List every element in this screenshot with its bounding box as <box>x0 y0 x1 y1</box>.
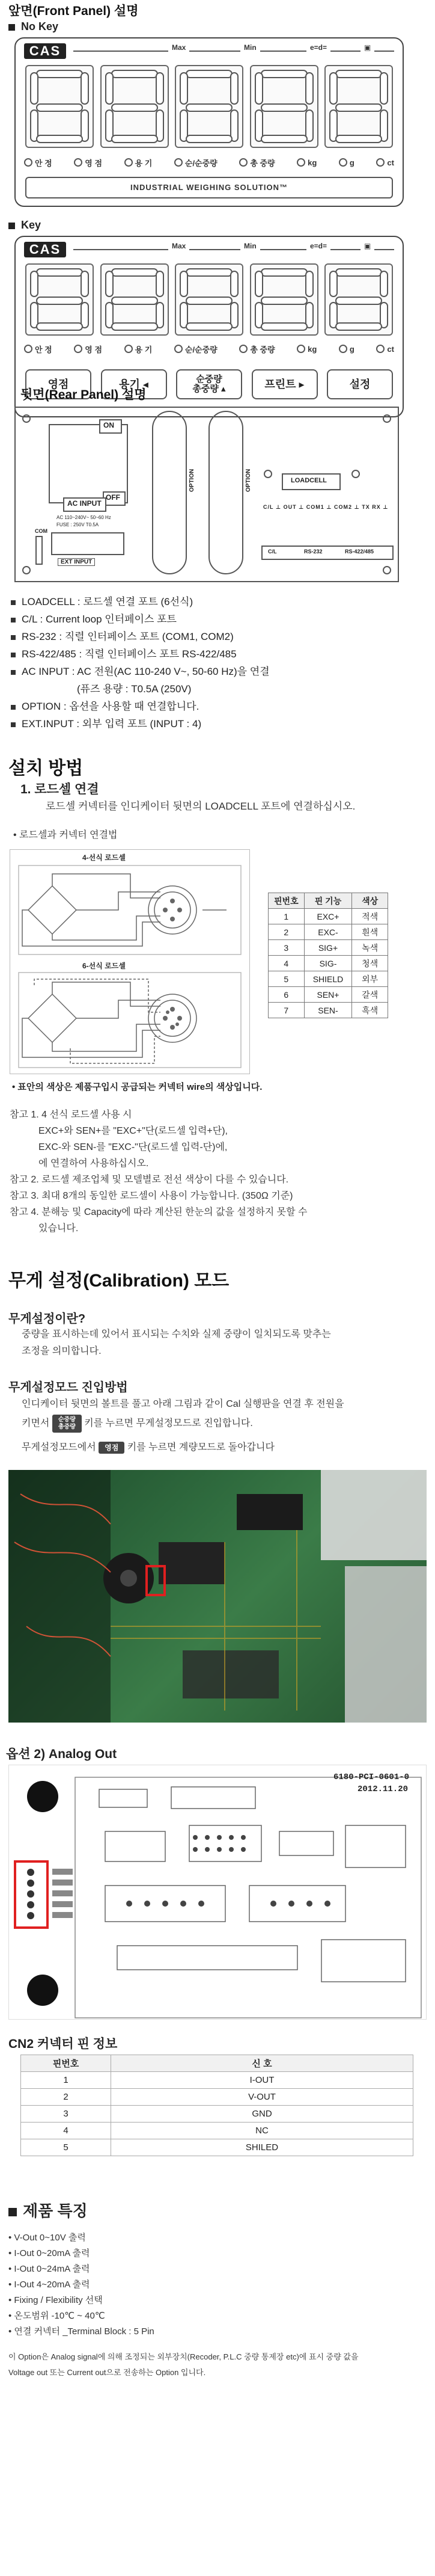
annunciator-min: Min <box>240 242 260 250</box>
set-key[interactable]: 설정 <box>327 369 393 399</box>
table-row <box>269 893 388 909</box>
features-para-1: 이 Option은 Analog signal에 의해 조정되는 외부장치(Recoder, P.L.C 중량 통제장 etc)에 표시 중량 값을 <box>8 2352 359 2361</box>
battery-icon: ▣ <box>360 43 374 52</box>
table-row: 6 SEN+ 갈색 <box>269 987 388 1003</box>
ref-line: 참고 2. 로드셀 제조업체 및 모델별로 전선 색상이 다를 수 있습니다. <box>10 1175 289 1185</box>
table-row: 3 SIG+ 녹색 <box>269 940 388 956</box>
option-label-2: OPTION <box>245 469 252 492</box>
list-item: • I-Out 4~20mA 출력 <box>8 2279 90 2290</box>
table-header: 핀번호 <box>21 2055 111 2072</box>
wiring-drawing <box>10 850 249 1074</box>
status-lamps <box>24 154 394 171</box>
table-row: 3 GND <box>21 2106 413 2123</box>
lamp-g: g <box>339 340 354 357</box>
front-panel-title-text: 앞면(Front Panel) 설명 <box>8 4 139 18</box>
lamp-stable: 안 정 <box>24 154 52 171</box>
ac-input-detail-2: FUSE : 250V T0.5A <box>56 522 99 527</box>
list-item: RS-232 : 직렬 인터페이스 포트 (COM1, COM2) <box>11 628 425 645</box>
list-item: C/L : Current loop 인터페이스 포트 <box>11 610 425 628</box>
tare-key[interactable]: 용기 ◂ <box>101 369 167 399</box>
terminal-labels: C/L ⊥ OUT ⊥ COM1 ⊥ COM2 ⊥ TX RX ⊥ <box>263 504 389 510</box>
digit-3 <box>175 65 243 148</box>
battery-icon: ▣ <box>360 242 374 250</box>
list-item: AC INPUT : AC 전원(AC 110-240 V~, 50-60 Hz)을 연결 <box>11 663 425 680</box>
lamp-tare: 용 기 <box>124 154 153 171</box>
pcb-photo-drawing <box>8 1470 427 1723</box>
pcb-photo <box>8 1470 427 1723</box>
net-gross-key[interactable]: 순중량 총중량 ▴ <box>176 369 242 399</box>
digit-display <box>25 263 393 336</box>
digit-5 <box>324 65 393 148</box>
table-row: 4 NC <box>21 2123 413 2139</box>
square-bullet-icon <box>11 705 16 710</box>
pin-table <box>268 893 388 1018</box>
digit-2 <box>100 65 169 148</box>
ac-input-label: AC INPUT <box>67 499 102 508</box>
ref-line: 에 연결하여 사용하십시오. <box>38 1158 149 1169</box>
annunciator-min: Min <box>240 43 260 52</box>
list-item: • I-Out 0~20mA 출력 <box>8 2248 90 2258</box>
ref-line: 참고 1. 4 선식 로드셀 사용 시 <box>10 1110 132 1120</box>
lamp-kg: kg <box>297 340 317 357</box>
wiring-label: • 로드셀과 커넥터 연결법 <box>13 830 118 840</box>
com-label: COM <box>35 528 47 534</box>
board-text-2: 2012.11.20 <box>357 1784 409 1794</box>
cn2-title: CN2 커넥터 핀 정보 <box>8 2037 118 2051</box>
digit-display <box>25 65 393 148</box>
cas-logo: CAS <box>24 242 66 257</box>
table-header: 핀번호 <box>269 893 305 909</box>
list-item: • 온도범위 -10℃ ~ 40℃ <box>8 2311 105 2321</box>
rear-panel <box>14 407 399 582</box>
calibration-what-text-1: 중량을 표시하는데 있어서 표시되는 수치와 실제 중량이 일치되도록 맞추는 <box>22 1329 331 1339</box>
rear-panel-drawing <box>16 408 398 581</box>
table-row: 2 EXC- 흰색 <box>269 924 388 940</box>
pin-table-wrap <box>268 893 388 1018</box>
calibration-title: 무게 설정(Calibration) 모드 <box>8 1271 230 1291</box>
digit-4 <box>250 263 318 336</box>
annunciator-max: Max <box>168 242 189 250</box>
annunciator-e: e=d= <box>306 43 330 52</box>
zero-key[interactable]: 영점 <box>25 369 91 399</box>
lamp-ct: ct <box>376 154 394 171</box>
lamp-net: 순/순중량 <box>174 340 218 357</box>
bottom-label-cl: C/L <box>268 549 277 555</box>
lamp-gross: 총 중량 <box>239 154 275 171</box>
list-item: EXT.INPUT : 외부 입력 포트 (INPUT : 4) <box>11 715 425 733</box>
annunciator-e: e=d= <box>306 242 330 250</box>
table-row: 2 V-OUT <box>21 2089 413 2106</box>
net-gross-key-inline: 순중량 총중량 <box>52 1415 82 1433</box>
digit-5 <box>324 263 393 336</box>
calibration-enter-text-1: 인디케이터 뒷면의 볼트를 풀고 아래 그림과 같이 Cal 실행판을 연결 후 전원을 <box>22 1399 344 1409</box>
features-heading <box>8 2199 88 2221</box>
table-row: 1 EXC+ 적색 <box>269 909 388 924</box>
key-label: Key <box>21 219 41 231</box>
calibration-enter-title: 무게설정모드 진입방법 <box>8 1381 128 1394</box>
list-item: • V-Out 0~10V 출력 <box>8 2233 86 2243</box>
wire-color-note: • 표안의 색상은 제품구입시 공급되는 커넥터 wire의 색상입니다. <box>12 1082 263 1092</box>
ref-line: EXC-와 SEN-를 "EXC-"단(로드셀 입력-단)에, <box>38 1142 228 1152</box>
bottom-label-rs232: RS-232 <box>304 549 323 555</box>
rear-description-list <box>11 593 425 733</box>
table-row: 5 SHILED <box>21 2139 413 2156</box>
digit-3 <box>175 263 243 336</box>
bottom-label-rs422: RS-422/485 <box>345 549 374 555</box>
option2-title: 옵션 2) Analog Out <box>6 1747 117 1761</box>
list-item: RS-422/485 : 직렬 인터페이스 포트 RS-422/485 <box>11 645 425 663</box>
front-panel-title <box>8 1 138 19</box>
six-wire-diagram <box>19 973 241 1068</box>
square-bullet-icon <box>8 24 15 31</box>
solution-bar: INDUSTRIAL WEIGHING SOLUTION™ <box>25 177 393 198</box>
table-row: 4 SIG- 청색 <box>269 956 388 971</box>
calibration-enter-line-3: 무게설정모드에서 영점 키를 누르면 계량모드로 돌아갑니다 <box>22 1442 275 1452</box>
lamp-zero: 영 점 <box>74 154 102 171</box>
no-key-label: No Key <box>21 20 59 32</box>
digit-2 <box>100 263 169 336</box>
features-title: 제품 특징 <box>23 2202 88 2220</box>
no-key-heading <box>8 20 58 33</box>
features-list <box>8 2230 154 2340</box>
lamp-gross: 총 중량 <box>239 340 275 357</box>
annunciator-max: Max <box>168 43 189 52</box>
ref-line: 참고 4. 분해능 및 Capacity에 따라 계산된 한눈의 값을 설정하지 못할 수 <box>10 1207 308 1217</box>
install-sub1: 1. 로드셀 연결 <box>20 782 99 796</box>
power-on-label: ON <box>103 421 114 429</box>
list-item: (퓨즈 용량 : T0.5A (250V) <box>77 683 192 695</box>
lamp-kg: kg <box>297 154 317 171</box>
loadcell-label: LOADCELL <box>291 477 327 484</box>
status-lamps <box>24 340 394 357</box>
calibration-enter-line-2: 키면서 순중량 총중량 키를 누르면 무게설정모드로 진입합니다. <box>22 1415 253 1433</box>
list-item: LOADCELL : 로드셀 연결 포트 (6선식) <box>11 593 425 610</box>
square-bullet-icon <box>8 2208 17 2216</box>
cn2-table <box>20 2055 413 2156</box>
digit-1 <box>25 263 94 336</box>
digit-4 <box>250 65 318 148</box>
digit-1 <box>25 65 94 148</box>
ref-line: 있습니다. <box>38 1223 79 1234</box>
table-header: 색상 <box>352 893 388 909</box>
print-key[interactable]: 프린트 ▸ <box>252 369 318 399</box>
key-heading <box>8 219 41 232</box>
top-divider <box>73 249 394 250</box>
lamp-stable: 안 정 <box>24 340 52 357</box>
cas-logo: CAS <box>24 43 66 59</box>
lamp-tare: 용 기 <box>124 340 153 357</box>
four-wire-label: 4-선식 로드셀 <box>82 853 126 862</box>
square-bullet-icon <box>11 670 16 675</box>
panel-top-bar <box>24 243 394 257</box>
zero-key-inline: 영점 <box>99 1442 124 1454</box>
top-divider <box>73 51 394 52</box>
rear-panel-title: 뒷면(Rear Panel) 설명 <box>20 388 147 402</box>
option-label-1: OPTION <box>189 469 195 492</box>
four-wire-diagram <box>19 865 241 954</box>
features-para-2: Voltage out 또는 Current out으로 전송하는 Option 입니다. <box>8 2368 206 2377</box>
wiring-diagram <box>10 849 250 1074</box>
analog-board <box>8 1765 427 2020</box>
power-off-label: OFF <box>106 493 120 502</box>
cn2-table-wrap <box>20 2055 413 2156</box>
lamp-g: g <box>339 154 354 171</box>
table-row: 5 SHIELD 외부 <box>269 971 388 987</box>
square-bullet-icon <box>11 722 16 727</box>
lamp-ct: ct <box>376 340 394 357</box>
analog-board-drawing <box>9 1765 427 2020</box>
ref-line: 참고 3. 최대 8개의 동일한 로드셀이 사용이 가능합니다. (350Ω 기준) <box>10 1191 293 1201</box>
calibration-what-text-2: 조정을 의미합니다. <box>22 1346 102 1356</box>
six-wire-label: 6-선식 로드셀 <box>82 962 126 970</box>
table-row <box>21 2055 413 2072</box>
square-bullet-icon <box>11 635 16 640</box>
list-item: OPTION : 옵션을 사용할 때 연결합니다. <box>11 698 425 715</box>
square-bullet-icon <box>8 223 15 229</box>
square-bullet-icon <box>11 653 16 657</box>
square-bullet-icon <box>11 618 16 622</box>
install-title: 설치 방법 <box>8 758 84 778</box>
ac-input-detail-1: AC 110~240V~ 50~60 Hz <box>56 515 111 520</box>
lamp-zero: 영 점 <box>74 340 102 357</box>
board-text-1: 6180-PCI-0601-0 <box>333 1772 410 1782</box>
table-header: 신 호 <box>111 2055 413 2072</box>
table-row: 7 SEN- 흑색 <box>269 1003 388 1018</box>
list-item: • Fixing / Flexibility 선택 <box>8 2295 103 2305</box>
lamp-net: 순/순중량 <box>174 154 218 171</box>
ext-input-label: EXT INPUT <box>58 558 95 566</box>
table-row: 1 I-OUT <box>21 2072 413 2089</box>
list-item: • I-Out 0~24mA 출력 <box>8 2264 90 2274</box>
front-panel-no-key <box>14 37 404 207</box>
table-header: 핀 기능 <box>304 893 352 909</box>
install-refs <box>10 1107 430 1237</box>
ref-line: EXC+와 SEN+를 "EXC+"단(로드셀 입력+단), <box>38 1126 228 1136</box>
square-bullet-icon <box>11 600 16 605</box>
calibration-what-title: 무게설정이란? <box>8 1312 86 1326</box>
panel-top-bar <box>24 45 394 59</box>
install-sub1-text: 로드셀 커넥터를 인디케이터 뒷면의 LOADCELL 포트에 연결하십시오. <box>46 801 356 812</box>
list-item: • 연결 커넥터 _Terminal Block : 5 Pin <box>8 2326 154 2337</box>
